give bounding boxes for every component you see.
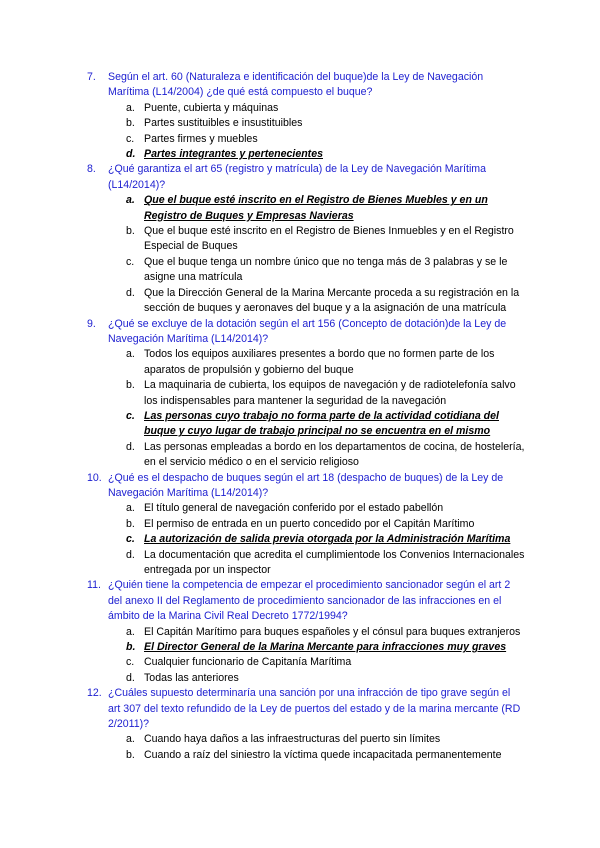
answer-options [0, 625, 600, 687]
question-item [0, 578, 600, 624]
answer-option [0, 748, 600, 763]
answer-option [0, 732, 600, 747]
question-number: 7. [87, 71, 96, 83]
question-text: ¿Qué es el despacho de buques según el art 18 (despacho de buques) de la Ley de Navegación Marítima (L14/2014)? [108, 471, 504, 499]
answer-option [0, 440, 600, 471]
option-text: Cuando a raíz del siniestro la víctima quede incapacitada permanentemente [144, 748, 502, 761]
option-letter: c. [126, 656, 135, 669]
question-number: 9. [87, 317, 96, 330]
question-item [0, 70, 600, 101]
option-letter: a. [126, 733, 135, 746]
option-text: Cuando haya daños a las infraestructuras del puerto sin límites [144, 733, 441, 746]
answer-option [0, 655, 600, 670]
option-letter: b. [126, 641, 136, 654]
question-block [0, 162, 600, 316]
question-item [0, 686, 600, 732]
option-text: La documentación que acredita el cumplimientode los Convenios Internacionales entregada por un inspector [144, 548, 525, 576]
answer-option [0, 548, 600, 579]
option-letter: b. [126, 225, 135, 238]
question-text: Según el art. 60 (Naturaleza e identificación del buque)de la Ley de Navegación Marítima (L14/2004) ¿de qué está compuesto el buque? [108, 71, 484, 99]
option-text: Todos los equipos auxiliares presentes a bordo que no formen parte de los aparatos de propulsión y gobierno del buque [144, 348, 495, 376]
correct-answer-option [0, 640, 600, 655]
question-text: ¿Cuáles supuesto determinaría una sanción por una infracción de tipo grave según el art 307 del texto refundido de la Ley de puertos del estado y de la marina mercante (RD 2/2011)? [108, 687, 521, 731]
option-letter: d. [126, 671, 135, 684]
option-text: Puente, cubierta y máquinas [144, 101, 279, 114]
correct-answer-option [0, 147, 600, 162]
option-text: El Director General de la Marina Mercante para infracciones muy graves [144, 641, 507, 654]
question-number: 8. [87, 163, 96, 176]
option-text: Que la Dirección General de la Marina Mercante proceda a su registración en la sección de buques y aeronaves del buque y a la asignación de una matrícula [144, 286, 520, 315]
option-text: El título general de navegación conferido por el estado pabellón [144, 502, 444, 515]
option-text: Que el buque esté inscrito en el Registro de Bienes Inmuebles y en el Registro Especial de Buques [144, 225, 514, 253]
answer-option [0, 224, 600, 255]
answer-option [0, 255, 600, 286]
question-number: 10. [87, 471, 102, 484]
option-text: Partes firmes y muebles [144, 132, 258, 145]
answer-options [0, 193, 600, 316]
option-text: Que el buque esté inscrito en el Registro de Bienes Muebles y en un Registro de Buques y Empresas Navieras [144, 194, 488, 222]
option-letter: d. [126, 286, 135, 299]
answer-options [0, 732, 600, 763]
option-text: Cualquier funcionario de Capitanía Marítima [144, 656, 352, 669]
question-block [0, 471, 600, 579]
answer-option [0, 347, 600, 378]
option-letter: b. [126, 117, 135, 130]
option-letter: c. [126, 132, 135, 145]
question-text: ¿Qué garantiza el art 65 (registro y matrícula) de la Ley de Navegación Marítima (L14/2014)? [108, 163, 487, 191]
correct-answer-option [0, 532, 600, 547]
answer-options [0, 347, 600, 470]
answer-option [0, 378, 600, 409]
option-text: El Capitán Marítimo para buques españoles y el cónsul para buques extranjeros [144, 625, 521, 638]
answer-option [0, 116, 600, 131]
document-page [0, 70, 600, 763]
answer-options [0, 501, 600, 578]
question-item [0, 471, 600, 502]
question-text: ¿Qué se excluye de la dotación según el art 156 (Concepto de dotación)de la Ley de Navegación Marítima (L14/2014)? [108, 317, 507, 345]
answer-option [0, 132, 600, 147]
option-letter: d. [126, 548, 135, 561]
option-letter: d. [126, 148, 136, 161]
option-letter: a. [126, 348, 135, 361]
answer-option [0, 501, 600, 516]
question-block [0, 317, 600, 471]
answer-option [0, 101, 600, 116]
option-letter: b. [126, 517, 135, 530]
option-letter: a. [126, 194, 135, 207]
answer-options [0, 101, 600, 163]
correct-answer-option [0, 193, 600, 224]
option-letter: c. [126, 255, 135, 268]
answer-option [0, 517, 600, 532]
option-letter: a. [126, 101, 135, 114]
question-block [0, 70, 600, 162]
option-text: La autorización de salida previa otorgada por la Administración Marítima [144, 533, 511, 546]
question-item [0, 162, 600, 193]
question-text: ¿Quién tiene la competencia de empezar el procedimiento sancionador según el art 2 del anexo II del Reglamento de procedimiento sancionador de las infracciones en el ámbito de la Marina Civil Real Decreto 1772/1994? [108, 579, 511, 623]
question-item [0, 317, 600, 348]
answer-option [0, 286, 600, 317]
answer-option [0, 671, 600, 686]
question-number: 11. [87, 579, 101, 592]
option-letter: c. [126, 533, 135, 546]
correct-answer-option [0, 409, 600, 440]
option-letter: b. [126, 748, 135, 761]
option-text: El permiso de entrada en un puerto concedido por el Capitán Marítimo [144, 517, 475, 530]
question-number: 12. [87, 687, 102, 700]
question-block [0, 686, 600, 763]
option-letter: b. [126, 379, 135, 392]
option-text: Las personas cuyo trabajo no forma parte de la actividad cotidiana del buque y cuyo lugar de trabajo principal no se encuentra en el mismo [144, 409, 499, 438]
option-text: Todas las anteriores [144, 671, 239, 684]
answer-option [0, 625, 600, 640]
option-text: Que el buque tenga un nombre único que no tenga más de 3 palabras y se le asigne una matrícula [144, 255, 508, 284]
option-letter: a. [126, 625, 135, 638]
option-text: La maquinaria de cubierta, los equipos de navegación y de radiotelefonía salvo los indispensables para mantener la seguridad de la navegación [144, 379, 516, 407]
option-letter: d. [126, 440, 135, 453]
option-text: Partes sustituibles e insustituibles [144, 117, 303, 130]
option-text: Partes integrantes y pertenecientes [144, 148, 323, 161]
option-letter: c. [126, 409, 135, 422]
option-letter: a. [126, 502, 135, 515]
question-block [0, 578, 600, 686]
option-text: Las personas empleadas a bordo en los departamentos de cocina, de hostelería, en el servicio médico o en el servicio religioso [144, 440, 525, 469]
